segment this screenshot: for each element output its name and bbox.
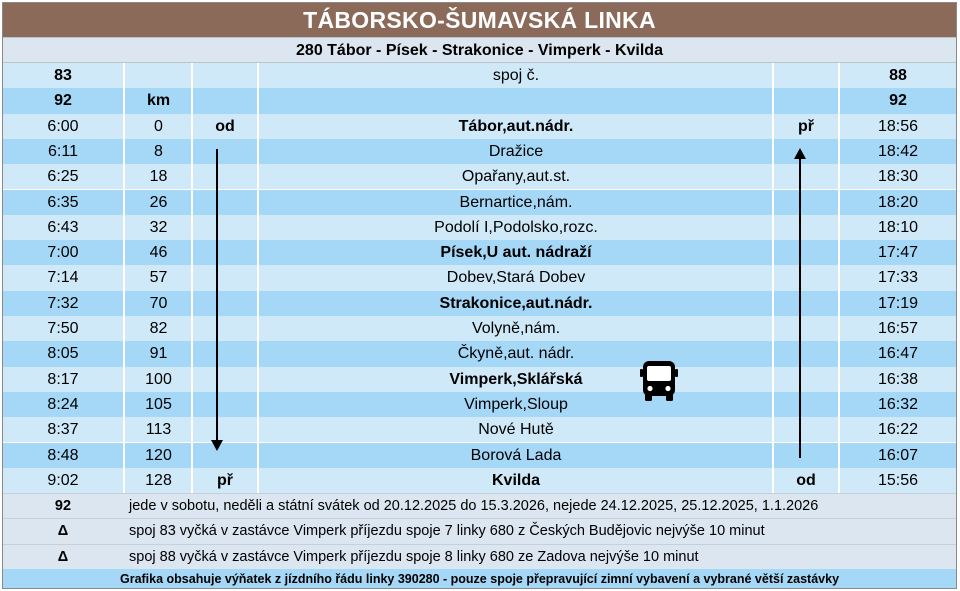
stop-row [3,265,956,290]
trip-number-row [3,63,956,88]
arrival-time: 18:56 [877,117,919,135]
stop-name: Čkyně,aut. nádr. [457,345,575,363]
note-code-inbound: 92 [889,92,907,110]
arrival-time: 18:10 [877,218,919,236]
distance-km: 91 [149,345,168,363]
stop-name: Strakonice,aut.nádr. [439,294,593,312]
inbound-mark [774,341,838,366]
route-subtitle: 280 Tábor - Písek - Strakonice - Vimperk - Kvilda [3,37,956,63]
note-key: Δ [57,523,69,540]
departure-time: 7:50 [47,320,79,337]
departure-time: 7:32 [47,294,79,312]
outbound-mark [193,341,257,366]
stop-name: Nové Hutě [478,421,554,439]
arrival-time: 18:30 [877,168,919,186]
distance-km: 8 [154,142,163,160]
stop-row [3,240,956,265]
footer-note: Grafika obsahuje výňatek z jízdního řádu linky 390280 - pouze spoje přepravující zimní vybavení a vybrané větší zastávky [3,569,956,589]
distance-km: 70 [149,294,168,312]
stop-name: Kvilda [491,471,540,489]
inbound-mark [774,316,838,341]
departure-time: 8:05 [47,345,79,363]
arrival-time: 18:20 [877,193,919,211]
arrival-time: 17:33 [877,269,919,287]
outbound-mark [193,291,257,316]
note-row [3,544,956,570]
arrival-time: 16:07 [877,446,919,464]
divider [257,63,259,493]
note-key: Δ [57,548,69,565]
outbound-mark [193,265,257,290]
departure-time: 8:17 [47,370,79,388]
outbound-mark: od [215,117,235,135]
inbound-mark [774,417,838,442]
inbound-mark [774,392,838,417]
stop-row [3,417,956,442]
note-text: spoj 88 vyčká v zastávce Vimperk příjezdu spoje 8 linky 680 ze Zadova nejvýše 10 minut [129,548,699,565]
divider [123,63,125,493]
stop-name: Volyně,nám. [471,320,561,337]
inbound-mark [774,443,838,468]
distance-km: 105 [145,395,172,413]
stop-name: Bernartice,nám. [459,193,573,211]
distance-km: 26 [149,193,168,211]
departure-time: 6:25 [47,168,79,186]
stop-row [3,215,956,240]
inbound-mark [774,265,838,290]
note-text: jede v sobotu, neděli a státní svátek od 20.12.2025 do 15.3.2026, nejede 24.12.2025, 25.12.2025, 1.1.2026 [129,498,819,514]
stop-row [3,190,956,215]
departure-time: 7:14 [47,269,79,287]
trip-number-label: spoj č. [492,67,540,84]
departure-time: 6:43 [47,218,79,236]
inbound-mark [774,215,838,240]
divider [772,63,774,493]
divider [191,63,193,493]
note-row [3,88,956,113]
inbound-mark [774,164,838,189]
inbound-mark [774,291,838,316]
stop-row [3,468,956,493]
distance-km: 128 [145,471,172,489]
distance-km: 113 [145,421,172,439]
divider [838,63,840,493]
distance-km: 57 [149,269,168,287]
stop-name: Tábor,aut.nádr. [458,117,574,135]
stop-row [3,291,956,316]
distance-km: 0 [154,117,163,135]
stop-name: Vimperk,Sloup [464,395,568,413]
departure-time: 8:37 [47,421,79,439]
outbound-mark [193,190,257,215]
outbound-mark [193,316,257,341]
stop-row [3,443,956,468]
distance-km: 100 [145,370,172,388]
arrival-time: 17:47 [877,244,919,262]
outbound-mark [193,367,257,392]
distance-km: 120 [145,446,172,464]
stop-row [3,341,956,366]
stop-name: Podolí I,Podolsko,rozc. [434,218,598,236]
arrival-time: 17:19 [877,294,919,312]
arrival-time: 18:42 [877,142,919,160]
stop-name: Vimperk,Sklářská [449,370,583,388]
outbound-mark [193,417,257,442]
outbound-mark [193,215,257,240]
note-key: 92 [54,498,72,514]
inbound-mark: př [798,117,814,135]
departure-time: 9:02 [47,471,79,489]
distance-km: 32 [149,218,168,236]
stop-row [3,392,956,417]
outbound-mark [193,139,257,164]
bus-icon [640,360,678,402]
note-row [3,493,956,519]
inbound-mark [774,240,838,265]
departure-time: 7:00 [47,244,79,262]
trip-number-outbound: 83 [54,67,72,84]
arrival-time: 16:47 [877,345,919,363]
departure-time: 6:35 [47,193,79,211]
outbound-mark [193,164,257,189]
inbound-mark: od [796,471,816,489]
inbound-mark [774,190,838,215]
stop-row [3,139,956,164]
km-header: km [146,92,171,110]
departure-time: 6:00 [47,117,79,135]
stop-name: Písek,U aut. nádraží [440,244,592,262]
stop-name: Opařany,aut.st. [461,168,571,186]
outbound-mark: př [217,471,233,489]
note-text: spoj 83 vyčká v zastávce Vimperk příjezdu spoje 7 linky 680 z Českých Budějovic nejvýše 10 minut [129,523,765,540]
inbound-mark [774,367,838,392]
stop-name: Dražice [488,142,544,160]
stop-name: Borová Lada [470,446,562,464]
arrival-time: 16:38 [877,370,919,388]
line-title: TÁBORSKO-ŠUMAVSKÁ LINKA [3,3,956,37]
stop-row [3,164,956,189]
distance-km: 82 [149,320,168,337]
departure-time: 8:48 [47,446,79,464]
distance-km: 18 [149,168,168,186]
inbound-mark [774,139,838,164]
departure-time: 6:11 [48,142,78,160]
outbound-mark [193,240,257,265]
arrival-time: 15:56 [877,471,919,489]
distance-km: 46 [149,244,168,262]
stop-row [3,114,956,139]
arrival-time: 16:22 [877,421,919,439]
arrival-time: 16:57 [877,320,919,337]
arrival-time: 16:32 [877,395,919,413]
note-row [3,518,956,544]
stop-row [3,316,956,341]
stop-row [3,367,956,392]
note-code-outbound: 92 [54,92,72,110]
outbound-mark [193,392,257,417]
outbound-mark [193,443,257,468]
stop-name: Dobev,Stará Dobev [446,269,586,287]
timetable [2,2,957,589]
trip-number-inbound: 88 [889,67,907,84]
departure-time: 8:24 [47,395,79,413]
